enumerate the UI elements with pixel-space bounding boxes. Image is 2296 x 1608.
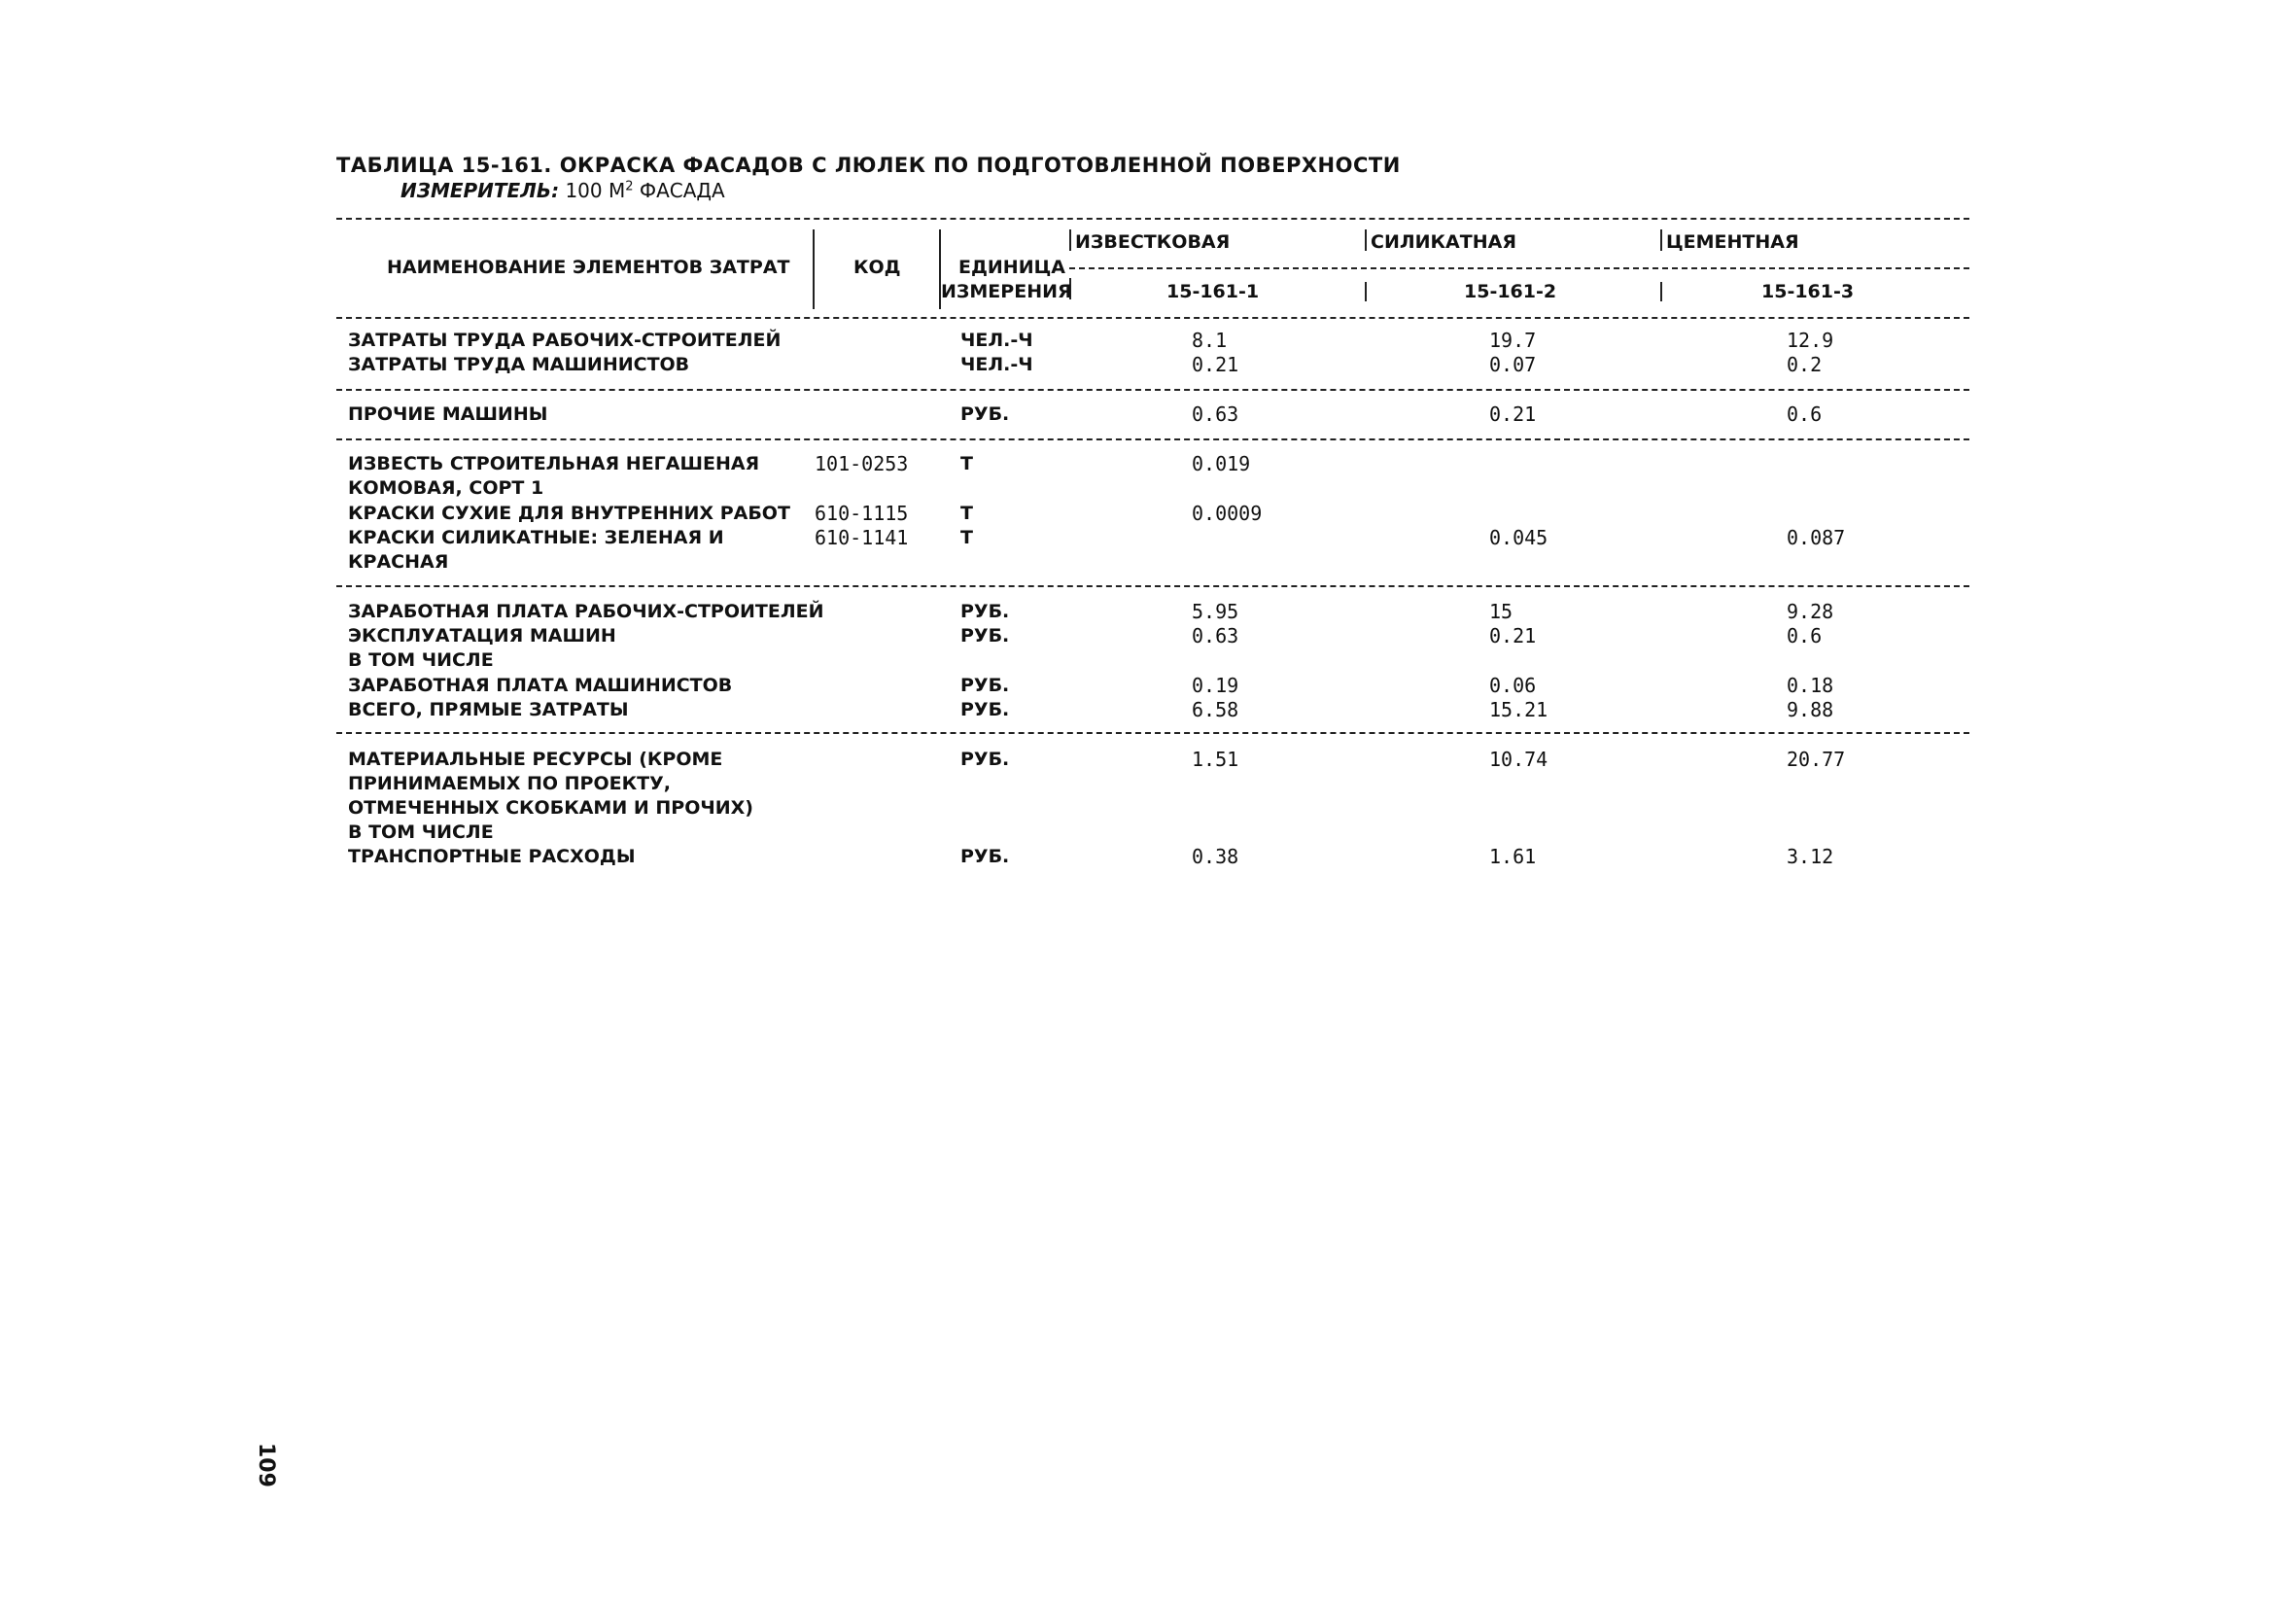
row-name: ЗАРАБОТНАЯ ПЛАТА РАБОЧИХ-СТРОИТЕЛЕЙ [348,601,824,622]
row-name: КОМОВАЯ, СОРТ 1 [348,477,544,499]
row-name: МАТЕРИАЛЬНЫЕ РЕСУРСЫ (КРОМЕ [348,749,723,770]
row-unit: ЧЕЛ.-Ч [960,354,1033,375]
row-v1: 0.38 [1192,845,1239,868]
rule-group-1 [336,389,1969,391]
row-name: ЗАТРАТЫ ТРУДА МАШИНИСТОВ [348,354,690,375]
row-v2: 0.21 [1489,402,1537,426]
rule-group-3 [336,585,1969,587]
row-v1: 0.63 [1192,402,1239,426]
measure-sup: 2 [625,179,634,194]
row-name: ЭКСПЛУАТАЦИЯ МАШИН [348,625,616,647]
row-name: КРАСНАЯ [348,551,449,573]
row-v1: 1.51 [1192,748,1239,771]
header-name: НАИМЕНОВАНИЕ ЭЛЕМЕНТОВ ЗАТРАТ [387,257,790,278]
row-v2: 0.07 [1489,353,1537,376]
row-unit: Т [960,527,973,548]
row-v3: 3.12 [1787,845,1834,868]
rule-header-mid [1069,267,1969,269]
row-name: В ТОМ ЧИСЛЕ [348,821,494,843]
row-name: КРАСКИ СИЛИКАТНЫЕ: ЗЕЛЕНАЯ И [348,527,724,548]
row-name: ТРАНСПОРТНЫЕ РАСХОДЫ [348,846,636,867]
vbar-4b [1365,282,1367,301]
row-unit: РУБ. [960,846,1010,867]
row-v1: 0.019 [1192,452,1251,475]
row-unit: РУБ. [960,625,1010,647]
vbar-5 [1660,229,1662,251]
row-v2: 0.045 [1489,526,1548,549]
row-unit: РУБ. [960,675,1010,696]
rule-header-bottom [336,317,1969,319]
table-title: ТАБЛИЦА 15-161. ОКРАСКА ФАСАДОВ С ЛЮЛЕК ПО ПОДГОТОВЛЕННОЙ ПОВЕРХНОСТИ [336,154,1401,177]
row-v2: 1.61 [1489,845,1537,868]
row-name: ИЗВЕСТЬ СТРОИТЕЛЬНАЯ НЕГАШЕНАЯ [348,453,760,474]
header-code2: 15-161-2 [1464,281,1557,302]
row-v3: 0.087 [1787,526,1846,549]
row-v1: 0.19 [1192,674,1239,697]
row-unit: РУБ. [960,699,1010,720]
measure-value: 100 М [565,179,626,202]
row-v1: 0.21 [1192,353,1239,376]
header-col2: СИЛИКАТНАЯ [1371,231,1516,253]
row-v3: 9.88 [1787,698,1834,721]
row-v2: 0.21 [1489,624,1537,647]
measure-line [400,179,725,202]
row-v1: 0.63 [1192,624,1239,647]
row-v3: 0.6 [1787,402,1823,426]
row-v1: 0.0009 [1192,502,1263,525]
row-v1: 5.95 [1192,600,1239,623]
rule-group-2 [336,438,1969,440]
rule-group-4 [336,732,1969,734]
header-code: КОД [853,257,901,278]
vbar-4 [1365,229,1367,251]
row-unit: РУБ. [960,601,1010,622]
row-v3: 9.28 [1787,600,1834,623]
vbar-5b [1660,282,1662,301]
row-v2: 0.06 [1489,674,1537,697]
row-name: ВСЕГО, ПРЯМЫЕ ЗАТРАТЫ [348,699,629,720]
row-name: ОТМЕЧЕННЫХ СКОБКАМИ И ПРОЧИХ) [348,797,753,819]
rule-top [336,218,1969,220]
row-unit: РУБ. [960,403,1010,425]
row-name: КРАСКИ СУХИЕ ДЛЯ ВНУТРЕННИХ РАБОТ [348,503,790,524]
header-code1: 15-161-1 [1166,281,1260,302]
row-v1: 6.58 [1192,698,1239,721]
row-v2: 19.7 [1489,329,1537,352]
measure-label: ИЗМЕРИТЕЛЬ: [400,179,560,202]
measure-suffix: ФАСАДА [633,179,725,202]
row-unit: ЧЕЛ.-Ч [960,330,1033,351]
row-unit: Т [960,453,973,474]
vbar-1 [813,229,815,309]
header-col1: ИЗВЕСТКОВАЯ [1075,231,1231,253]
row-unit: Т [960,503,973,524]
row-code: 610-1141 [815,526,909,549]
header-col3: ЦЕМЕНТНАЯ [1666,231,1799,253]
row-unit: РУБ. [960,749,1010,770]
vbar-3 [1069,229,1071,251]
row-name: В ТОМ ЧИСЛЕ [348,649,494,671]
page-number: 109 [254,1443,278,1487]
row-name: ЗАРАБОТНАЯ ПЛАТА МАШИНИСТОВ [348,675,733,696]
row-v3: 0.6 [1787,624,1823,647]
row-name: ПРИНИМАЕМЫХ ПО ПРОЕКТУ, [348,773,671,794]
header-code3: 15-161-3 [1761,281,1855,302]
header-unit-2: ИЗМЕРЕНИЯ [941,281,1072,302]
row-v3: 0.2 [1787,353,1823,376]
row-v3: 12.9 [1787,329,1834,352]
row-code: 101-0253 [815,452,909,475]
row-name: ЗАТРАТЫ ТРУДА РАБОЧИХ-СТРОИТЕЛЕЙ [348,330,782,351]
row-name: ПРОЧИЕ МАШИНЫ [348,403,548,425]
row-v2: 10.74 [1489,748,1548,771]
row-v2: 15 [1489,600,1513,623]
row-v3: 20.77 [1787,748,1846,771]
header-unit-1: ЕДИНИЦА [958,257,1065,278]
row-v1: 8.1 [1192,329,1228,352]
row-v2: 15.21 [1489,698,1548,721]
row-code: 610-1115 [815,502,909,525]
row-v3: 0.18 [1787,674,1834,697]
